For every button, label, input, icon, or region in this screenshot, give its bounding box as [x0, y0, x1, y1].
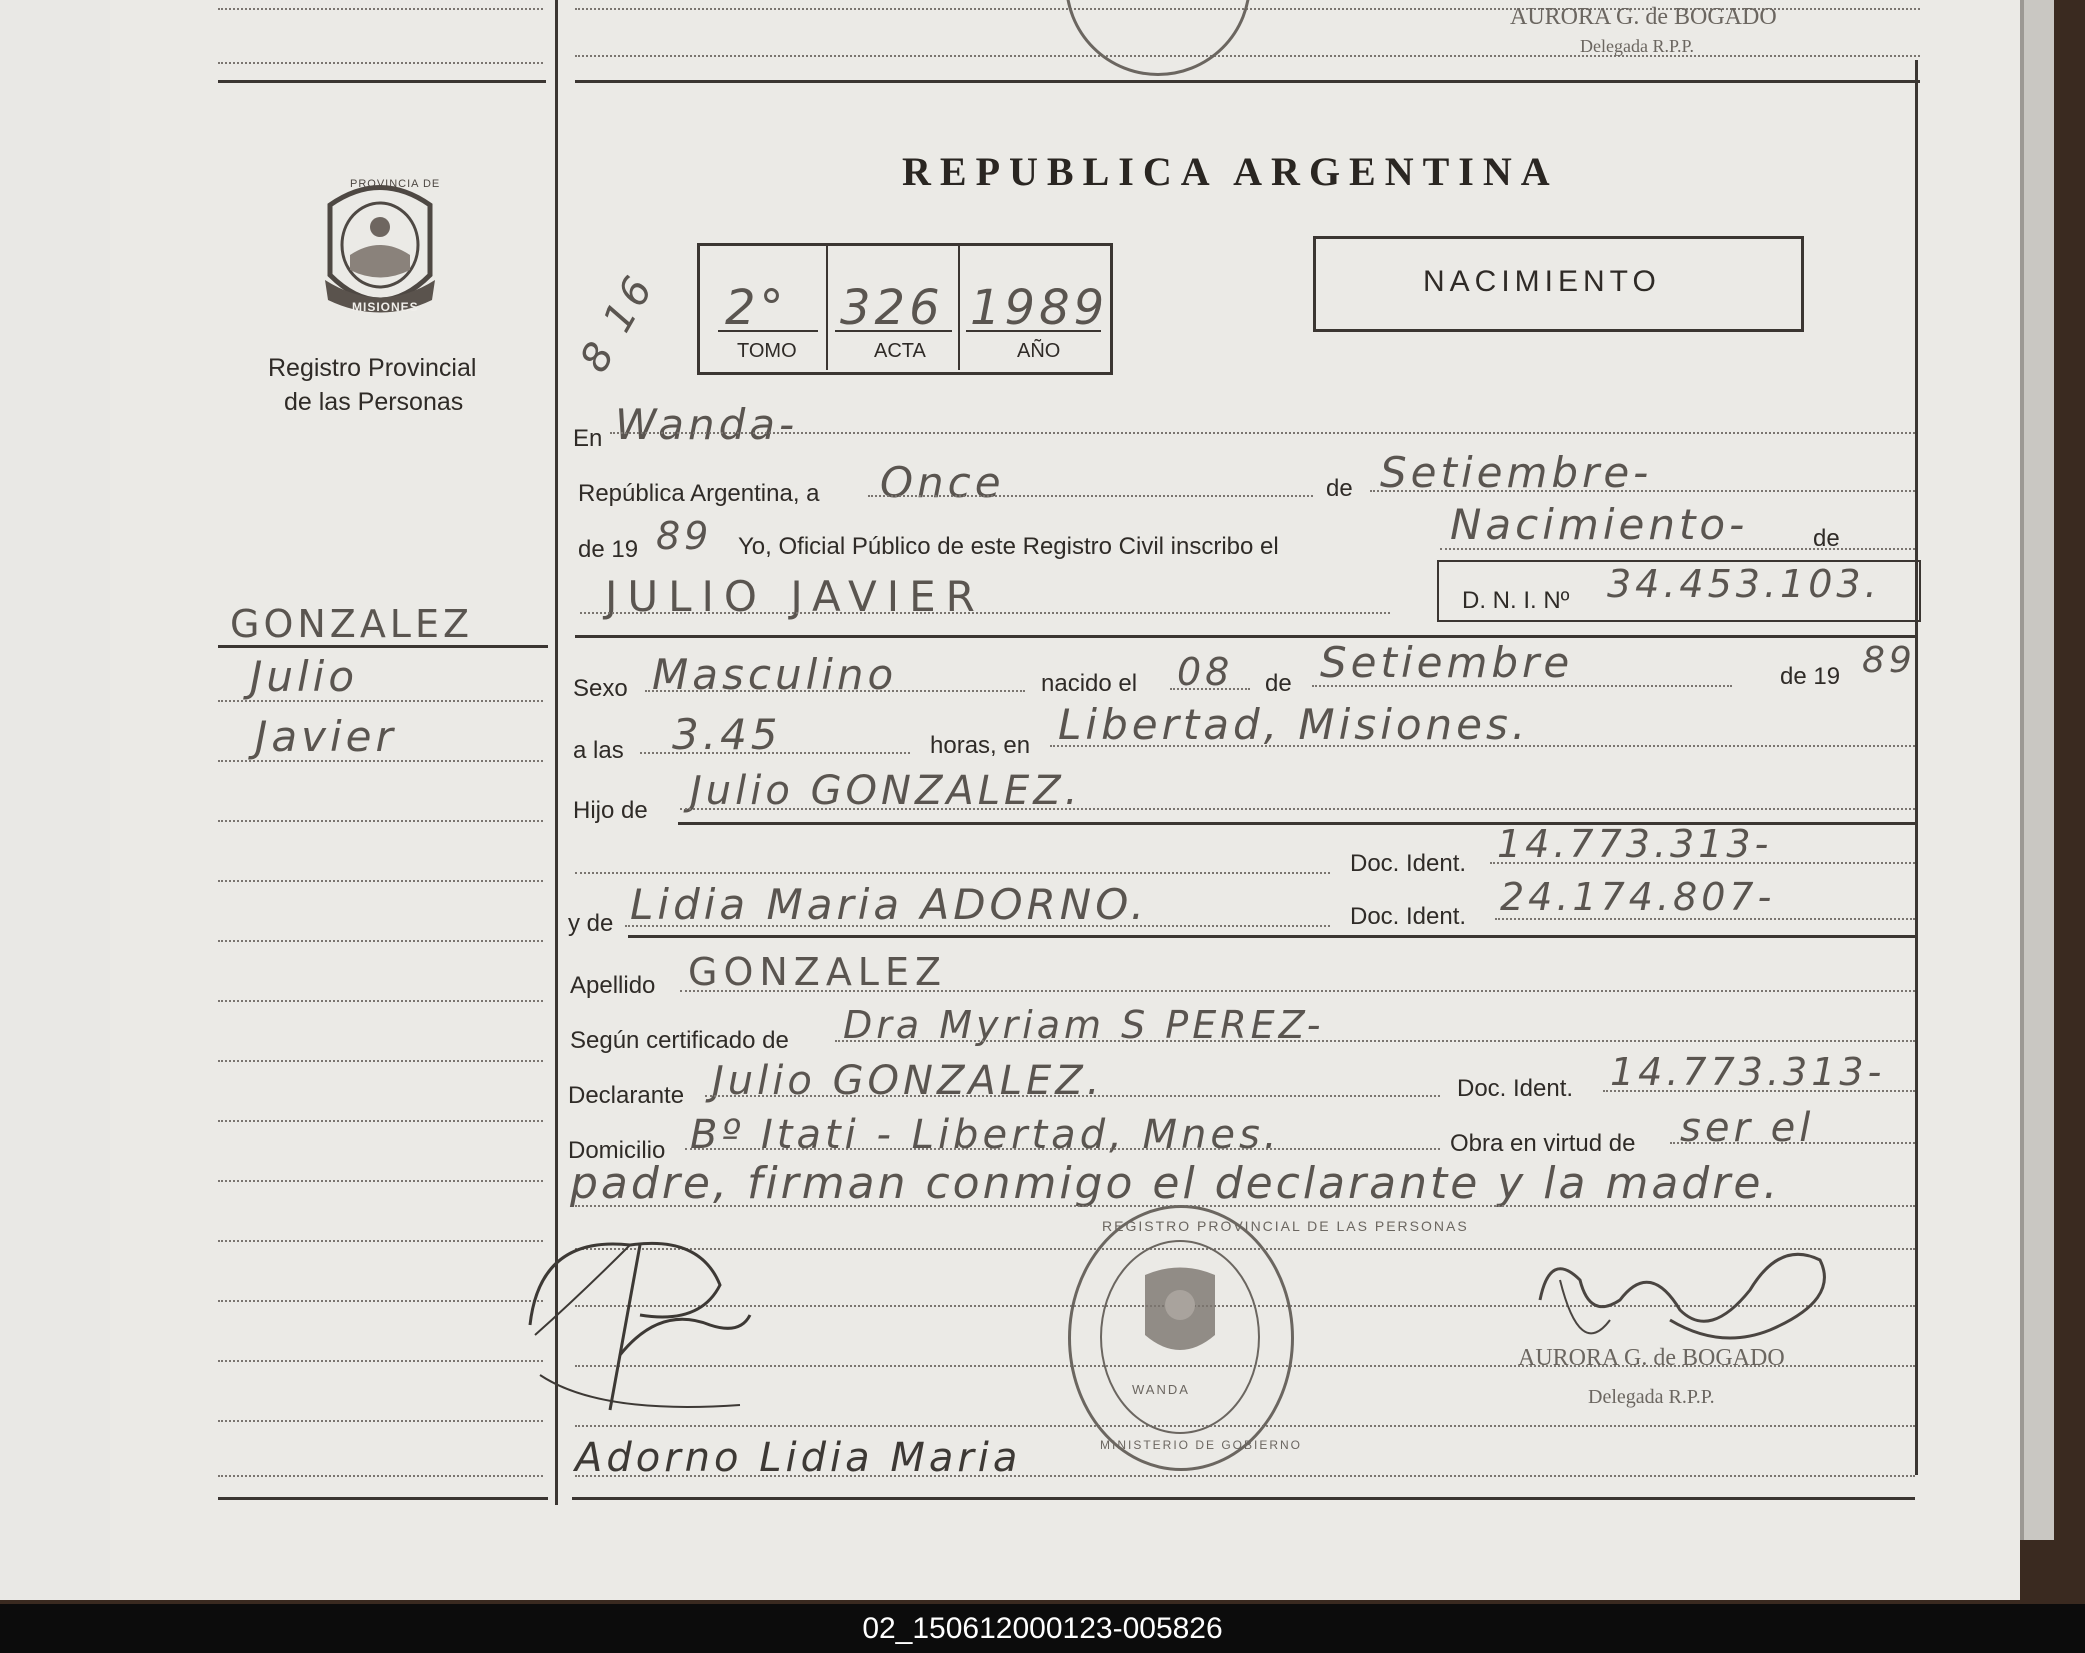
registry-name-line2: de las Personas [284, 388, 464, 416]
ruled-line [218, 760, 543, 762]
top-rule-right [575, 80, 1920, 83]
ruled-line [645, 690, 1025, 692]
ruled-line [1603, 1090, 1915, 1092]
year2-label: de 19 [1780, 663, 1841, 690]
day-value: Once [880, 458, 1005, 507]
ruled-line [218, 1240, 543, 1242]
domicilio-value: Bº Itati - Libertad, Mnes. [690, 1112, 1281, 1158]
ruled-line [1312, 685, 1732, 687]
madre-value: Lidia Maria ADORNO. [630, 880, 1148, 929]
margin-rule [218, 645, 548, 648]
reference-divider [826, 246, 828, 370]
ruled-line [610, 432, 1915, 434]
ruled-line [218, 1420, 543, 1422]
declarante-doc: 14.773.313- [1610, 1050, 1886, 1094]
ruled-line [680, 990, 1915, 992]
sexo-value: Masculino [652, 650, 898, 699]
bottom-stamp-title: Delegada R.P.P. [1588, 1386, 1715, 1408]
ruled-line [1670, 1142, 1915, 1144]
acta-label: ACTA [874, 340, 926, 362]
lugar-value: Libertad, Misiones. [1058, 700, 1530, 749]
dni-value: 34.453.103. [1607, 562, 1881, 606]
book-edge [2020, 0, 2054, 1540]
ruled-line [1495, 918, 1915, 920]
ruled-line [1440, 548, 1915, 550]
apellido-label: Apellido [570, 972, 656, 999]
de2-label: de [1813, 525, 1840, 552]
bottom-rule-left [218, 1497, 548, 1500]
obra-value: ser el [1680, 1105, 1815, 1151]
ruled-line [218, 1120, 543, 1122]
ruled-line [868, 495, 1313, 497]
ruled-line [575, 55, 1920, 57]
en-value: Wanda- [615, 400, 799, 449]
ruled-line [575, 872, 1330, 874]
ruled-line [680, 808, 1915, 810]
ruled-line [1050, 745, 1915, 747]
year-prefix-label: de 19 [578, 536, 639, 563]
inscribo-label: Yo, Oficial Público de este Registro Civil inscribo el [738, 533, 1279, 560]
seal-emblem-icon [1135, 1265, 1225, 1365]
obra-label: Obra en virtud de [1450, 1130, 1636, 1157]
ruled-line [218, 8, 543, 10]
declarante-signature [520, 1215, 800, 1435]
ruled-line [218, 1060, 543, 1062]
republica-label: República Argentina, a [578, 480, 820, 507]
en-label: En [573, 425, 603, 452]
tomo-value: 2° [725, 280, 788, 336]
dni-label: D. N. I. Nº [1462, 587, 1570, 614]
ruled-line [575, 1205, 1915, 1207]
ruled-line [640, 752, 910, 754]
ruled-line [580, 612, 1390, 614]
record-type: NACIMIENTO [1423, 265, 1661, 298]
de3-label: de [1265, 670, 1292, 697]
alas-label: a las [573, 737, 624, 764]
registry-name-line1: Registro Provincial [268, 354, 477, 382]
right-border [1915, 60, 1918, 1475]
year-value: 89 [656, 514, 713, 558]
ruled-line [218, 1360, 543, 1362]
padre-doc: 14.773.313- [1497, 822, 1773, 866]
country-title: REPUBLICA ARGENTINA [902, 149, 1559, 194]
ruled-line [218, 1180, 543, 1182]
nacido-year: 89 [1862, 640, 1916, 681]
padre-doc-label: Doc. Ident. [1350, 850, 1467, 877]
top-stamp-name: AURORA G. de BOGADO [1510, 4, 1777, 30]
madre-rule [628, 935, 1915, 938]
obra-line2: padre, firman conmigo el declarante y la madre. [570, 1158, 1781, 1209]
sexo-label: Sexo [573, 675, 628, 702]
padre-value: Julio GONZALEZ. [690, 768, 1082, 814]
seal-place: WANDA [1132, 1382, 1190, 1397]
seal-text: REGISTRO PROVINCIAL DE LAS PERSONAS [1102, 1218, 1469, 1234]
image-id-bar: 02_150612000123-005826 [0, 1604, 2085, 1653]
declarante-label: Declarante [568, 1082, 685, 1109]
margin-given1: Julio [250, 652, 359, 701]
nacido-day: 08 [1177, 650, 1234, 694]
nombre-value: JULIO JAVIER [605, 572, 985, 621]
acta-value: 326 [840, 280, 944, 336]
emblem-bottom-text: MISIONES [352, 300, 419, 314]
yde-label: y de [568, 910, 614, 937]
apellido-value: GONZALEZ [688, 950, 948, 994]
nacido-label: nacido el [1041, 670, 1138, 697]
month-value: Setiembre- [1380, 448, 1653, 497]
nacido-month: Setiembre [1320, 638, 1574, 687]
domicilio-label: Domicilio [568, 1137, 666, 1164]
tipo-value: Nacimiento- [1450, 500, 1749, 549]
bottom-rule-right [572, 1497, 1915, 1500]
de-label: de [1326, 475, 1353, 502]
ano-value: 1989 [970, 280, 1109, 336]
madre-doc: 24.174.807- [1500, 875, 1776, 919]
declarante-doc-label: Doc. Ident. [1457, 1075, 1574, 1102]
ruled-line [218, 940, 543, 942]
ruled-line [1370, 490, 1915, 492]
margin-note: 8 16 [571, 266, 664, 380]
emblem-top-text: PROVINCIA DE [350, 178, 441, 190]
hora-value: 3.45 [672, 710, 782, 759]
ruled-line [218, 62, 543, 64]
madre-doc-label: Doc. Ident. [1350, 903, 1467, 930]
top-rule-left [218, 80, 546, 83]
reference-divider [958, 246, 960, 370]
seal-bottom: MINISTERIO DE GOBIERNO [1100, 1438, 1303, 1452]
declarante-value: Julio GONZALEZ. [712, 1058, 1104, 1104]
ruled-line [685, 1148, 1440, 1150]
ruled-line [835, 1040, 1915, 1042]
name-rule [575, 635, 1915, 638]
ruled-line [1170, 688, 1250, 690]
ruled-line [218, 820, 543, 822]
ano-label: AÑO [1017, 340, 1061, 362]
ruled-line [625, 925, 1330, 927]
certificado-label: Según certificado de [570, 1027, 789, 1054]
margin-given2: Javier [255, 712, 397, 761]
certificado-value: Dra Myriam S PEREZ- [843, 1003, 1325, 1047]
ruled-line [1490, 862, 1915, 864]
horas-label: horas, en [930, 732, 1031, 759]
firma-madre: Adorno Lidia Maria [575, 1435, 1022, 1481]
ruled-line [705, 1095, 1440, 1097]
ruled-line [218, 1475, 543, 1477]
hijo-label: Hijo de [573, 797, 648, 824]
ruled-line [218, 880, 543, 882]
top-stamp-title: Delegada R.P.P. [1580, 36, 1694, 56]
tomo-label: TOMO [737, 340, 797, 362]
ruled-line [218, 1300, 543, 1302]
margin-surname: GONZALEZ [230, 602, 474, 646]
facing-page [0, 0, 110, 1600]
bottom-stamp-name: AURORA G. de BOGADO [1518, 1345, 1785, 1371]
ruled-line [218, 700, 543, 702]
ruled-line [218, 1000, 543, 1002]
